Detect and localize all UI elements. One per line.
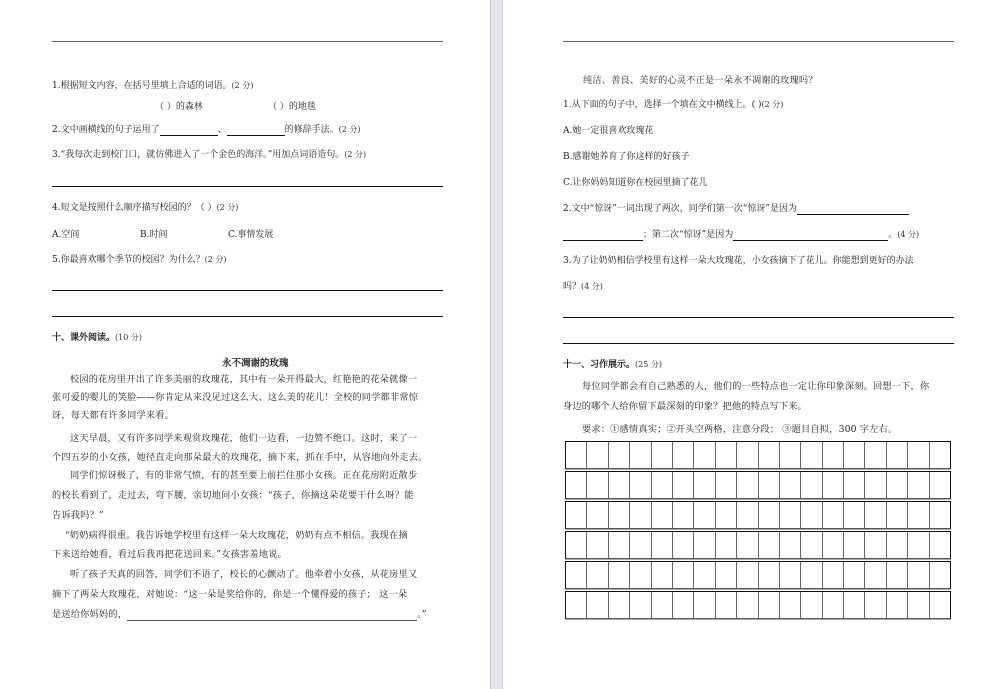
grid-cell[interactable] bbox=[652, 592, 673, 618]
grid-cell[interactable] bbox=[865, 562, 886, 588]
question-text: 吗？ bbox=[563, 282, 582, 292]
grid-cell[interactable] bbox=[566, 442, 587, 468]
grid-cell[interactable] bbox=[759, 592, 780, 618]
grid-cell[interactable] bbox=[566, 592, 587, 618]
story-line: 听了孩子天真的回答，同学们不语了，校长的心颤动了。他牵着小女孩，从花房里又 bbox=[70, 569, 418, 580]
score: (10 分) bbox=[115, 333, 142, 342]
question-text: 2.文中画横线的句子运用了 bbox=[52, 125, 160, 135]
grid-cell[interactable] bbox=[759, 502, 780, 528]
story-line: 这天早晨，又有许多同学来观赏玫瑰花，他们一边看，一边赞不绝口。这时，来了一 bbox=[70, 433, 418, 444]
score: (4 分) bbox=[897, 230, 920, 239]
grid-cell[interactable] bbox=[716, 532, 737, 558]
grid-cell[interactable] bbox=[694, 592, 715, 618]
story-line: 的校长看到了，走过去，弯下腰，亲切地问小女孩：“孩子，你摘这朵花要干什么呀？能 bbox=[52, 490, 414, 501]
prompt-line: 身边的哪个人给你留下最深刻的印象？把他的特点写下来。 bbox=[563, 401, 808, 412]
answer-line[interactable] bbox=[52, 186, 443, 187]
question-2 bbox=[52, 124, 361, 136]
grid-cell[interactable] bbox=[694, 532, 715, 558]
grid-cell[interactable] bbox=[652, 502, 673, 528]
grid-cell[interactable] bbox=[609, 592, 630, 618]
grid-cell[interactable] bbox=[930, 472, 950, 498]
q4-option-a: A.空间 bbox=[52, 230, 80, 240]
grid-cell[interactable] bbox=[673, 472, 694, 498]
separator: 、 bbox=[217, 125, 227, 135]
grid-cell[interactable] bbox=[887, 472, 908, 498]
grid-cell[interactable] bbox=[737, 532, 758, 558]
grid-cell[interactable] bbox=[801, 472, 822, 498]
question-text: 1.从下面的句子中，选择一个填在文中横线上。( ) bbox=[563, 100, 762, 110]
grid-cell[interactable] bbox=[801, 442, 822, 468]
grid-cell[interactable] bbox=[801, 562, 822, 588]
story-line: 告诉我吗？” bbox=[52, 510, 104, 521]
story-line: 校园的花房里开出了许多美丽的玫瑰花，其中有一朵开得最大，红艳艳的花朵就像一 bbox=[70, 374, 418, 385]
header-rule-right bbox=[563, 41, 954, 42]
grid-cell[interactable] bbox=[844, 472, 865, 498]
story-line: 讶，每天都有许多同学来看。 bbox=[52, 410, 175, 421]
grid-cell[interactable] bbox=[609, 502, 630, 528]
story-text: 。” bbox=[417, 609, 427, 620]
question-text: 2.文中“惊讶”一词出现了两次，同学们第一次“惊讶”是因为 bbox=[563, 204, 797, 214]
score: (2 分) bbox=[338, 125, 361, 134]
question-text: 5.你最喜欢哪个季节的校园？为什么？ bbox=[52, 255, 205, 265]
q4-option-c: C.事情发展 bbox=[228, 230, 274, 240]
question-4 bbox=[52, 202, 238, 214]
grid-cell[interactable] bbox=[887, 502, 908, 528]
page-gutter[interactable] bbox=[490, 0, 503, 689]
grid-cell[interactable] bbox=[630, 502, 651, 528]
grid-cell[interactable] bbox=[865, 532, 886, 558]
grid-cell[interactable] bbox=[566, 472, 587, 498]
section-label: 十、课外阅读。 bbox=[52, 333, 116, 343]
grid-cell[interactable] bbox=[759, 562, 780, 588]
grid-cell[interactable] bbox=[587, 472, 608, 498]
grid-cell[interactable] bbox=[630, 532, 651, 558]
answer-line[interactable] bbox=[52, 290, 443, 291]
grid-cell[interactable] bbox=[609, 562, 630, 588]
answer-blank[interactable] bbox=[733, 231, 888, 241]
answer-line[interactable] bbox=[563, 343, 954, 344]
question-r3: 3.为了让奶奶相信学校里有这样一朵大玫瑰花，小女孩摘下了花儿。你能想到更好的办法 bbox=[563, 256, 914, 266]
grid-cell[interactable] bbox=[609, 532, 630, 558]
grid-cell[interactable] bbox=[673, 502, 694, 528]
score: (25 分) bbox=[635, 360, 662, 369]
option-b: B.感谢她养育了你这样的好孩子 bbox=[563, 152, 690, 162]
grid-cell[interactable] bbox=[780, 472, 801, 498]
grid-cell[interactable] bbox=[801, 532, 822, 558]
prompt-line: 每位同学都会有自己熟悉的人，他们的一些特点也一定让你印象深刻。回想一下，你 bbox=[582, 381, 930, 392]
score: (2 分) bbox=[761, 100, 784, 109]
grid-cell[interactable] bbox=[930, 442, 950, 468]
grid-cell[interactable] bbox=[737, 502, 758, 528]
question-5 bbox=[52, 254, 226, 266]
grid-row bbox=[565, 501, 951, 529]
grid-cell[interactable] bbox=[609, 442, 630, 468]
grid-cell[interactable] bbox=[887, 442, 908, 468]
story-text: 是送给你妈妈的， bbox=[52, 609, 128, 620]
question-r2 bbox=[563, 203, 909, 215]
story-line: 摘下了两朵大玫瑰花，对她说：“这一朵是奖给你的，你是一个懂得爱的孩子； 这一朵 bbox=[52, 589, 408, 600]
grid-cell[interactable] bbox=[887, 592, 908, 618]
grid-cell[interactable] bbox=[652, 472, 673, 498]
grid-cell[interactable] bbox=[587, 502, 608, 528]
requirements: 要求：①感情真实；②开头空两格，注意分段； ③题目自拟，300 字左右。 bbox=[582, 424, 898, 435]
grid-cell[interactable] bbox=[566, 532, 587, 558]
grid-cell[interactable] bbox=[823, 562, 844, 588]
score: (4 分) bbox=[581, 282, 603, 291]
story-line: 下来送给她看，看过后我再把花送回来。”女孩害羞地说。 bbox=[52, 549, 287, 560]
grid-cell[interactable] bbox=[716, 592, 737, 618]
grid-cell[interactable] bbox=[844, 502, 865, 528]
story-line-last bbox=[52, 609, 427, 621]
question-1 bbox=[52, 80, 253, 92]
grid-cell[interactable] bbox=[694, 442, 715, 468]
section-10-heading bbox=[52, 332, 142, 344]
header-rule-left bbox=[52, 41, 443, 42]
grid-cell[interactable] bbox=[737, 472, 758, 498]
grid-cell[interactable] bbox=[673, 442, 694, 468]
grid-cell[interactable] bbox=[630, 592, 651, 618]
grid-cell[interactable] bbox=[759, 532, 780, 558]
grid-cell[interactable] bbox=[652, 442, 673, 468]
story-line: “奶奶病得很重。我告诉她学校里有这样一朵大玫瑰花，奶奶有点不相信。我现在摘 bbox=[65, 530, 408, 541]
grid-cell[interactable] bbox=[694, 472, 715, 498]
grid-cell[interactable] bbox=[609, 472, 630, 498]
grid-cell[interactable] bbox=[780, 532, 801, 558]
q4-option-b: B.时间 bbox=[140, 230, 168, 240]
grid-row bbox=[565, 561, 951, 589]
story-line: 同学们惊讶极了，有的非常气愤，有的甚至要上前拦住那小女孩。正在花房附近散步 bbox=[70, 470, 418, 481]
answer-blank[interactable] bbox=[563, 231, 643, 241]
story-title: 永不凋谢的玫瑰 bbox=[222, 358, 289, 369]
grid-cell[interactable] bbox=[759, 442, 780, 468]
grid-cell[interactable] bbox=[908, 442, 929, 468]
question-3 bbox=[52, 149, 366, 161]
grid-cell[interactable] bbox=[694, 562, 715, 588]
grid-cell[interactable] bbox=[737, 442, 758, 468]
question-r2-line2 bbox=[563, 229, 919, 241]
q1-fill-a: （ ）的森林 bbox=[155, 102, 203, 112]
grid-cell[interactable] bbox=[630, 562, 651, 588]
grid-cell[interactable] bbox=[865, 442, 886, 468]
grid-cell[interactable] bbox=[930, 592, 950, 618]
grid-cell[interactable] bbox=[865, 472, 886, 498]
grid-cell[interactable] bbox=[887, 562, 908, 588]
grid-cell[interactable] bbox=[844, 592, 865, 618]
grid-cell[interactable] bbox=[823, 592, 844, 618]
question-text: 1.根据短文内容，在括号里填上合适的词语。 bbox=[52, 81, 232, 91]
grid-cell[interactable] bbox=[630, 442, 651, 468]
grid-cell[interactable] bbox=[780, 442, 801, 468]
grid-cell[interactable] bbox=[566, 502, 587, 528]
grid-cell[interactable] bbox=[908, 592, 929, 618]
question-text: 的修辞手法。 bbox=[284, 125, 339, 135]
grid-cell[interactable] bbox=[844, 532, 865, 558]
score: (2 分) bbox=[344, 150, 367, 159]
grid-cell[interactable] bbox=[908, 562, 929, 588]
grid-cell[interactable] bbox=[587, 562, 608, 588]
page-left bbox=[0, 0, 490, 689]
grid-cell[interactable] bbox=[823, 472, 844, 498]
section-label: 十一、习作展示。 bbox=[563, 360, 636, 370]
grid-cell[interactable] bbox=[737, 562, 758, 588]
grid-cell[interactable] bbox=[716, 442, 737, 468]
grid-cell[interactable] bbox=[694, 502, 715, 528]
grid-cell[interactable] bbox=[823, 532, 844, 558]
question-text: 。 bbox=[888, 230, 898, 240]
grid-cell[interactable] bbox=[844, 562, 865, 588]
grid-cell[interactable] bbox=[801, 502, 822, 528]
grid-cell[interactable] bbox=[844, 442, 865, 468]
answer-line[interactable] bbox=[52, 316, 443, 317]
grid-row bbox=[565, 591, 951, 619]
story-line: 纯洁、善良、美好的心灵不正是一朵永不凋谢的玫瑰吗？ bbox=[583, 75, 818, 86]
answer-line[interactable] bbox=[563, 317, 954, 318]
grid-cell[interactable] bbox=[630, 472, 651, 498]
grid-cell[interactable] bbox=[908, 502, 929, 528]
grid-cell[interactable] bbox=[930, 562, 950, 588]
grid-cell[interactable] bbox=[801, 592, 822, 618]
grid-cell[interactable] bbox=[908, 532, 929, 558]
grid-row bbox=[565, 441, 951, 469]
grid-cell[interactable] bbox=[716, 502, 737, 528]
question-text: 3.“我每次走到校门口，就仿佛进入了一个金色的海洋。”用加点词语造句。 bbox=[52, 150, 345, 160]
grid-cell[interactable] bbox=[566, 562, 587, 588]
grid-cell[interactable] bbox=[887, 532, 908, 558]
grid-cell[interactable] bbox=[930, 532, 950, 558]
answer-blank[interactable] bbox=[797, 205, 909, 215]
grid-cell[interactable] bbox=[673, 532, 694, 558]
grid-cell[interactable] bbox=[780, 592, 801, 618]
grid-cell[interactable] bbox=[865, 592, 886, 618]
grid-cell[interactable] bbox=[587, 532, 608, 558]
answer-blank[interactable] bbox=[227, 126, 285, 136]
grid-cell[interactable] bbox=[780, 502, 801, 528]
story-line: 张可爱的婴儿的笑脸——你肯定从来没见过这么大、这么美的花儿！全校的同学都非常惊 bbox=[52, 392, 419, 403]
answer-blank[interactable] bbox=[160, 126, 218, 136]
grid-cell[interactable] bbox=[908, 472, 929, 498]
grid-cell[interactable] bbox=[865, 502, 886, 528]
grid-cell[interactable] bbox=[716, 562, 737, 588]
grid-cell[interactable] bbox=[780, 562, 801, 588]
grid-row bbox=[565, 471, 951, 499]
question-text: ；第二次“惊讶”是因为 bbox=[643, 230, 734, 240]
score: (2 分) bbox=[204, 255, 227, 264]
grid-cell[interactable] bbox=[587, 592, 608, 618]
story-fill-blank[interactable] bbox=[127, 611, 417, 621]
grid-cell[interactable] bbox=[716, 472, 737, 498]
grid-cell[interactable] bbox=[652, 562, 673, 588]
grid-cell[interactable] bbox=[759, 472, 780, 498]
grid-cell[interactable] bbox=[823, 502, 844, 528]
grid-cell[interactable] bbox=[737, 592, 758, 618]
grid-cell[interactable] bbox=[673, 592, 694, 618]
question-text: 4.短文是按照什么顺序描写校园的？（ ） bbox=[52, 203, 217, 213]
option-a: A.她一定很喜欢玫瑰花 bbox=[563, 126, 654, 136]
grid-cell[interactable] bbox=[930, 502, 950, 528]
grid-cell[interactable] bbox=[652, 532, 673, 558]
grid-cell[interactable] bbox=[823, 442, 844, 468]
grid-row bbox=[565, 531, 951, 559]
question-r3-line2 bbox=[563, 281, 603, 293]
score: (2 分) bbox=[231, 81, 254, 90]
question-r1 bbox=[563, 99, 783, 111]
option-c: C.让你妈妈知道你在校园里摘了花儿 bbox=[563, 178, 708, 188]
grid-cell[interactable] bbox=[587, 442, 608, 468]
grid-cell[interactable] bbox=[673, 562, 694, 588]
writing-grid[interactable] bbox=[565, 441, 951, 621]
section-11-heading bbox=[563, 359, 662, 371]
q1-fill-b: （ ）的地毯 bbox=[268, 102, 316, 112]
story-line: 个四五岁的小女孩，她径直走向那朵最大的玫瑰花，摘下来，抓在手中，从容地向外走去。 bbox=[52, 452, 428, 463]
score: (2 分) bbox=[216, 203, 239, 212]
